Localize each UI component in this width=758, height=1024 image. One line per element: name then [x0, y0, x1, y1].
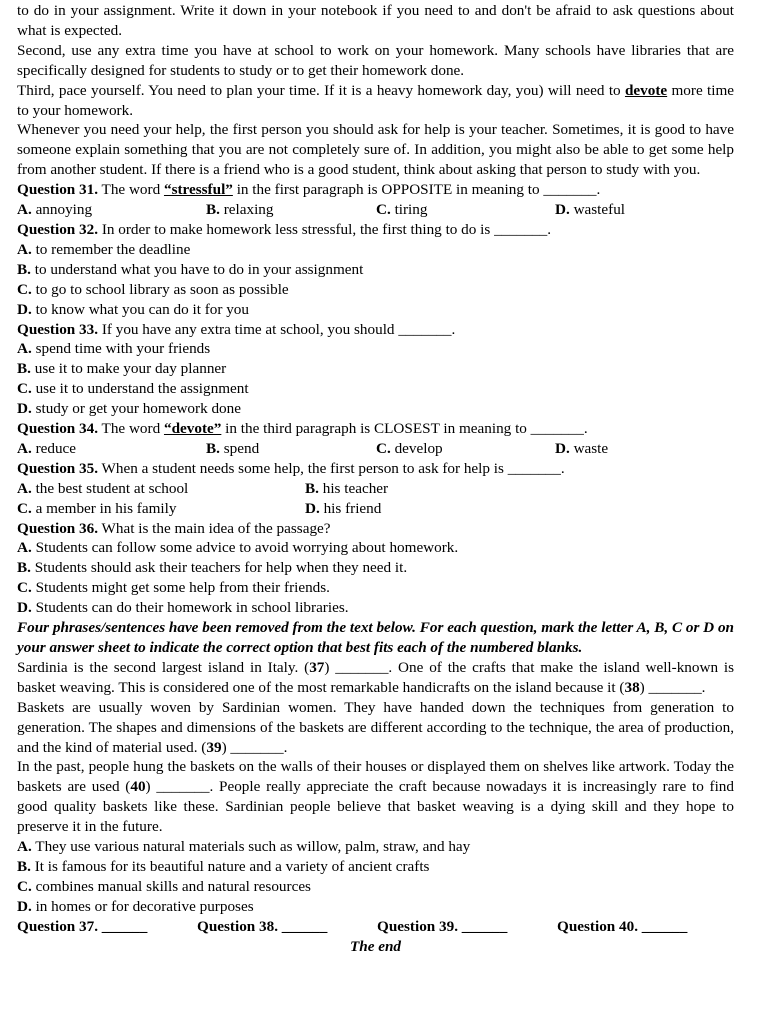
underlined-word-devote: devote [624, 81, 668, 99]
text-run: When a student needs some help, the first person to ask for help is _______. [98, 459, 565, 477]
option-b[interactable]: B. use it to make your day planner [17, 360, 227, 378]
question-36 [17, 519, 734, 539]
option-c[interactable]: C. Students might get some help from their friends. [17, 579, 330, 597]
option-d[interactable]: D. in homes or for decorative purposes [17, 897, 254, 915]
answer-39[interactable]: Question 39. ______ [377, 917, 508, 935]
option-c[interactable]: C. develop [376, 439, 443, 457]
text-run: The word [98, 420, 164, 438]
text-run: Third, pace yourself. You need to plan your time. If it is a heavy homework day, you) will need to [17, 81, 625, 99]
question-label: Question 36. [17, 519, 99, 537]
blank-number-40: 40 [130, 778, 146, 796]
option-a[interactable]: A. to remember the deadline [17, 240, 191, 258]
option-c[interactable]: C. use it to understand the assignment [17, 380, 249, 398]
option-a[interactable]: A. annoying [17, 201, 93, 219]
option-c[interactable]: C. combines manual skills and natural resources [17, 877, 311, 895]
option-a[interactable]: A. the best student at school [17, 479, 189, 497]
question-label: Question 33. [17, 320, 99, 338]
option-a[interactable]: A. spend time with your friends [17, 340, 211, 358]
option-b[interactable]: B. relaxing [206, 201, 274, 219]
answer-37[interactable]: Question 37. ______ [17, 917, 148, 935]
question-32 [17, 220, 734, 240]
option-c[interactable]: C. to go to school library as soon as possible [17, 280, 289, 298]
answer-40[interactable]: Question 40. ______ [557, 917, 688, 935]
option-b[interactable]: B. It is famous for its beautiful nature and a variety of ancient crafts [17, 857, 430, 875]
answer-blanks-row [17, 917, 734, 937]
option-a[interactable]: A. They use various natural materials such as willow, palm, straw, and hay [17, 838, 471, 856]
options-31 [17, 200, 734, 220]
underlined-word-devote: “devote” [163, 420, 222, 438]
option-a[interactable]: A. reduce [17, 439, 77, 457]
question-label: Question 31. [17, 181, 99, 199]
option-c[interactable]: C. tiring [376, 201, 428, 219]
text-run: in the first paragraph is OPPOSITE in meaning to _______. [232, 181, 601, 199]
option-d[interactable]: D. study or get your homework done [17, 400, 241, 418]
the-end: The end [349, 937, 402, 955]
options-35-row2 [17, 499, 734, 519]
option-b[interactable]: B. Students should ask their teachers for help when they need it. [17, 559, 408, 577]
option-d[interactable]: D. Students can do their homework in school libraries. [17, 599, 349, 617]
question-31 [17, 180, 734, 200]
option-d[interactable]: D. waste [555, 439, 609, 457]
question-label: Question 34. [17, 420, 99, 438]
option-d[interactable]: D. his friend [305, 499, 382, 517]
option-c[interactable]: C. a member in his family [17, 499, 177, 517]
option-b[interactable]: B. his teacher [305, 479, 389, 497]
blank-number-38: 38 [624, 678, 640, 696]
question-33 [17, 320, 734, 340]
blank-number-37: 37 [309, 658, 325, 676]
passage-paragraph-third [17, 81, 734, 121]
section-instruction: Four phrases/sentences have been removed from the text below. For each question, mark the letter A, B, C or D on your answer sheet to indicate the correct option that best fits each of the numbered blanks. [17, 619, 734, 656]
question-35 [17, 459, 734, 479]
passage-paragraph-second: Second, use any extra time you have at school to work on your homework. Many schools have libraries that are specifically designed for students to study or to get their homework done. [17, 41, 734, 79]
passage2-paragraph-1: Sardinia is the second largest island in Italy. (37) _______. One of the crafts that make the island well-known is basket weaving. This is considered one of the most remarkable handicrafts on the island because it (38) _______. [17, 658, 735, 696]
text-run: If you have any extra time at school, you should _______. [98, 320, 456, 338]
passage2-paragraph-2: Baskets are usually woven by Sardinian women. They have handed down the techniques from generation to generation. The shapes and dimensions of the baskets are different according to the technique, the area of production, and the kind of material used. (39) _______. [17, 698, 734, 756]
option-d[interactable]: D. to know what you can do it for you [17, 300, 249, 318]
text-run: more time to your homework. [17, 81, 734, 119]
option-a[interactable]: A. Students can follow some advice to avoid worrying about homework. [17, 539, 459, 557]
blank-number-39: 39 [206, 738, 222, 756]
underlined-word-stressful: “stressful” [163, 181, 233, 199]
question-label: Question 35. [17, 459, 99, 477]
passage2-paragraph-3: In the past, people hung the baskets on the walls of their houses or displayed them on shelves like artwork. Today the baskets are used (40) _______. People really appreciate the craft because nowadays it is increasingly rare to find good quality baskets like these. Sardinian people believe that basket weaving is a dying skill and they hope to preserve it in the future. [17, 758, 734, 836]
text-run: The word [98, 181, 164, 199]
options-34 [17, 439, 734, 459]
options-35-row1 [17, 479, 734, 499]
answer-38[interactable]: Question 38. ______ [197, 917, 328, 935]
passage-line: to do in your assignment. Write it down in your notebook if you need to and don't be afraid to ask questions about what is expected. [17, 2, 734, 39]
passage-paragraph-last: Whenever you need your help, the first person you should ask for help is your teacher. Sometimes, it is good to have someone explain something that you are not completely sure of. In addition, you might also be able to get some help from another student. If there is a friend who is a good student, think about asking that person to study with you. [17, 121, 734, 179]
text-run: in the third paragraph is CLOSEST in meaning to _______. [221, 420, 588, 438]
question-label: Question 32. [17, 220, 99, 238]
option-b[interactable]: B. spend [206, 439, 260, 457]
option-d[interactable]: D. wasteful [555, 201, 626, 219]
text-run: In order to make homework less stressful, the first thing to do is _______. [98, 220, 552, 238]
option-b[interactable]: B. to understand what you have to do in your assignment [17, 260, 364, 278]
text-run: What is the main idea of the passage? [98, 519, 331, 537]
question-34 [17, 419, 734, 439]
